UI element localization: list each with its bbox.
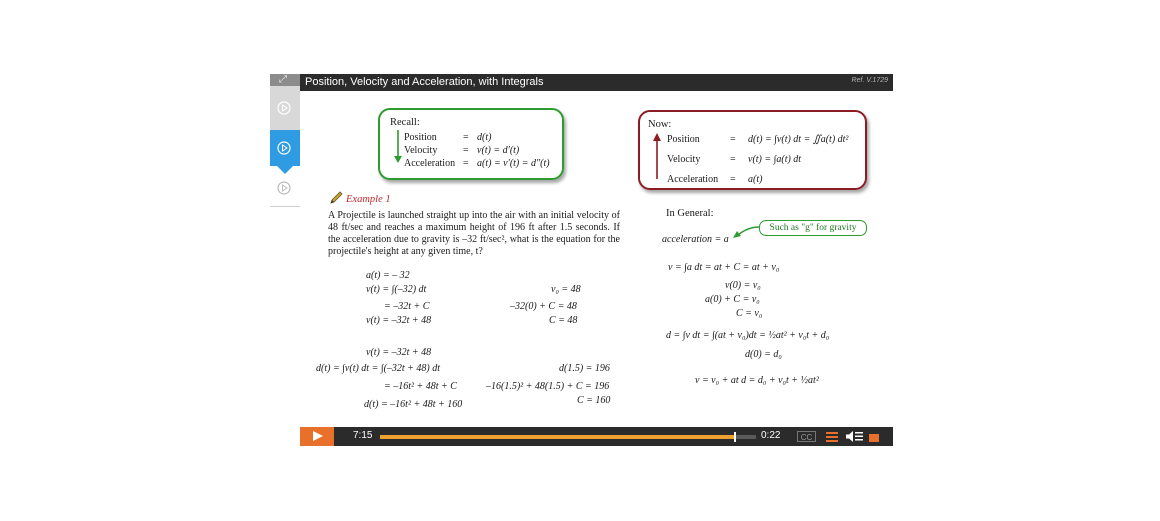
general-line: v = v₀ + at d = d₀ + v₀t + ½at²	[695, 375, 819, 386]
work-line: = –32t + C	[384, 301, 430, 312]
recall-label: Velocity	[404, 145, 438, 156]
example-title: Example 1	[346, 194, 391, 205]
title-bar	[300, 74, 893, 91]
speed-button[interactable]	[869, 434, 879, 442]
general-line: a(0) + C = v₀	[705, 294, 760, 305]
recall-box	[378, 108, 564, 180]
chevron-down-icon	[277, 122, 293, 130]
now-eq: =	[730, 134, 736, 145]
now-value: v(t) = ∫a(t) dt	[748, 154, 802, 165]
recall-value: d(t)	[477, 132, 492, 143]
reference-code: Ref. V.1729	[851, 77, 888, 84]
chapter-sidebar	[270, 74, 300, 208]
work-line: v(t) = –32t + 48	[366, 347, 432, 358]
arrow-left-icon	[730, 224, 760, 240]
now-eq: =	[730, 174, 736, 185]
general-line: d(0) = d₀	[745, 349, 782, 360]
playlist-icon[interactable]	[826, 431, 838, 442]
chapter-item-next[interactable]	[270, 174, 300, 207]
expand-button[interactable]	[270, 74, 300, 86]
pencil-icon	[329, 191, 344, 205]
now-eq: =	[730, 154, 736, 165]
now-label: Velocity	[667, 154, 701, 165]
now-heading: Now:	[648, 119, 672, 130]
volume-icon[interactable]	[846, 431, 863, 442]
lesson-slide	[300, 91, 893, 427]
general-line: C = v₀	[736, 308, 763, 319]
play-button[interactable]	[300, 427, 334, 446]
work-line: C = 48	[549, 315, 578, 326]
work-line: v(t) = ∫(–32) dt	[366, 284, 427, 295]
control-bar	[300, 427, 893, 446]
work-line: d(t) = –16t² + 48t + 160	[364, 399, 463, 410]
gravity-note: Such as "g" for gravity	[759, 220, 867, 236]
work-line: v₀ = 48	[551, 284, 581, 295]
recall-value: a(t) = v′(t) = d″(t)	[477, 158, 550, 169]
work-line: –16(1.5)² + 48(1.5) + C = 196	[486, 381, 610, 392]
general-heading: In General:	[666, 208, 714, 219]
now-box	[638, 110, 867, 190]
play-circle-icon	[277, 101, 291, 115]
work-line: –32(0) + C = 48	[510, 301, 577, 312]
general-line: v = ∫a dt = at + C = at + v₀	[668, 262, 780, 273]
now-label: Acceleration	[667, 174, 719, 185]
recall-heading: Recall:	[390, 117, 420, 128]
recall-eq: =	[463, 132, 469, 143]
general-acceleration: acceleration = a	[662, 234, 729, 245]
recall-value: v(t) = d′(t)	[477, 145, 520, 156]
video-title: Position, Velocity and Acceleration, with Integrals	[305, 76, 544, 88]
play-circle-icon	[277, 141, 291, 155]
captions-button[interactable]: CC	[797, 431, 816, 442]
video-player	[270, 74, 893, 446]
recall-label: Acceleration	[404, 158, 456, 169]
progress-bar[interactable]	[380, 435, 756, 439]
expand-icon: ⤢	[279, 74, 287, 85]
play-circle-icon	[277, 181, 291, 195]
progress-handle[interactable]	[734, 432, 736, 442]
work-line: d(t) = ∫v(t) dt = ∫(–32t + 48) dt	[316, 363, 441, 374]
now-value: a(t)	[748, 174, 763, 185]
work-line: = –16t² + 48t + C	[384, 381, 457, 392]
arrow-up-icon	[652, 133, 662, 179]
general-line: d = ∫v dt = ∫(at + v₀)dt = ½at² + v₀t + d₀	[666, 330, 830, 341]
work-line: d(1.5) = 196	[559, 363, 610, 374]
recall-label: Position	[404, 132, 437, 143]
work-line: v(t) = –32t + 48	[366, 315, 432, 326]
arrow-down-icon	[393, 130, 403, 164]
current-time: 7:15	[353, 430, 373, 441]
now-label: Position	[667, 134, 700, 145]
work-line: C = 160	[577, 395, 611, 406]
recall-eq: =	[463, 145, 469, 156]
work-line: a(t) = – 32	[366, 270, 410, 281]
general-line: v(0) = v₀	[725, 280, 761, 291]
example-problem: A Projectile is launched straight up into the air with an initial velocity of 48 ft/sec and reaches a maximum height of 196 ft after 1.5 seconds. If the acceleration due to gravity is –32 ft/sec², what is the equation for the projectile's height at any given time, t?	[328, 210, 620, 257]
recall-eq: =	[463, 158, 469, 169]
chevron-down-icon	[277, 166, 293, 174]
chapter-item-current[interactable]	[270, 130, 300, 166]
now-value: d(t) = ∫v(t) dt = ∬a(t) dt²	[748, 134, 849, 145]
remaining-time: 0:22	[761, 430, 781, 441]
progress-fill	[380, 435, 735, 439]
